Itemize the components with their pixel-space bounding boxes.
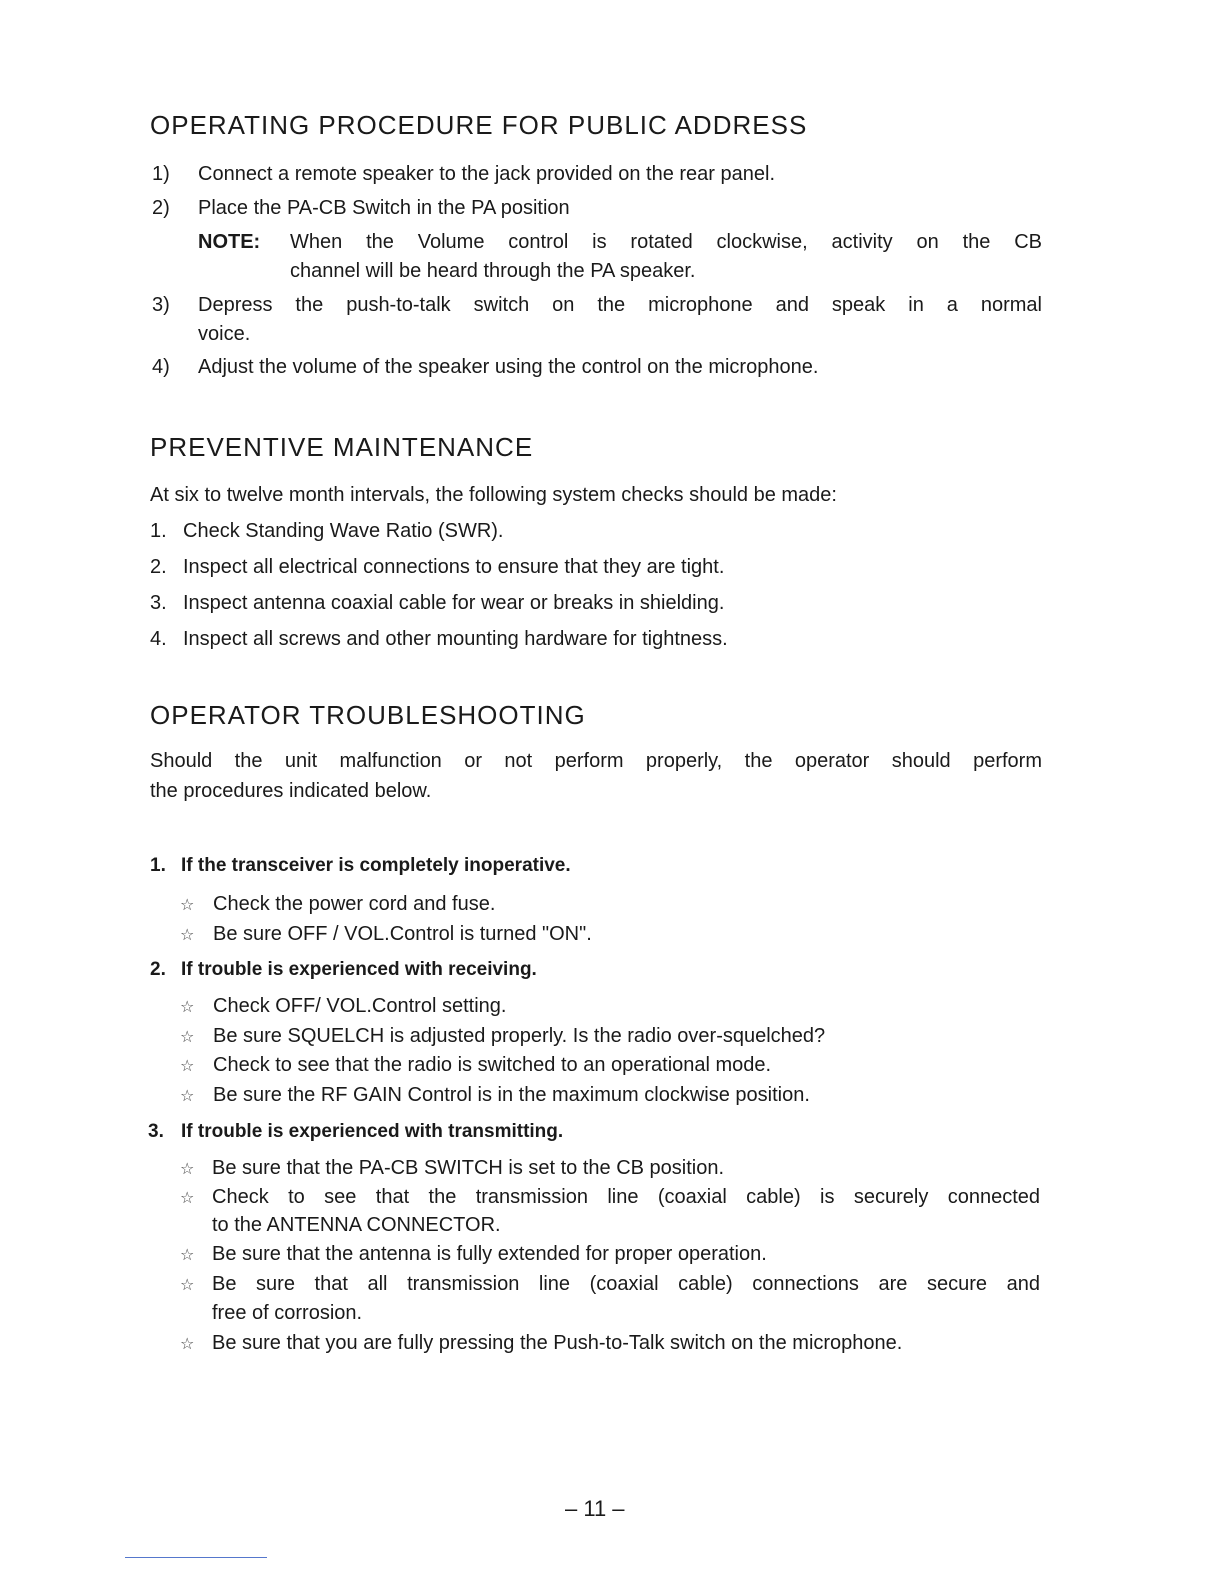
check-item: Be sure SQUELCH is adjusted properly. Is the radio over-squelched? bbox=[213, 1025, 826, 1047]
star-icon: ☆ bbox=[180, 927, 195, 944]
step-number: 3) bbox=[152, 294, 170, 316]
star-icon: ☆ bbox=[180, 897, 195, 914]
star-icon: ☆ bbox=[180, 1088, 195, 1105]
troubleshooting-intro: the procedures indicated below. bbox=[150, 780, 432, 802]
check-item: Be sure that the PA-CB SWITCH is set to the CB position. bbox=[212, 1157, 725, 1179]
section-title-troubleshooting: OPERATOR TROUBLESHOOTING bbox=[150, 700, 586, 730]
maintenance-item-number: 4. bbox=[150, 628, 167, 650]
maintenance-item: Check Standing Wave Ratio (SWR). bbox=[183, 520, 504, 542]
step-text: Depress the push-to-talk switch on the microphone and speak in a normal bbox=[198, 294, 1042, 316]
check-item: to the ANTENNA CONNECTOR. bbox=[212, 1214, 501, 1236]
group-heading: If the transceiver is completely inoperative. bbox=[181, 855, 571, 876]
section-title-public-address: OPERATING PROCEDURE FOR PUBLIC ADDRESS bbox=[150, 110, 808, 140]
star-icon: ☆ bbox=[180, 1277, 195, 1294]
check-item: Be sure that you are fully pressing the Push-to-Talk switch on the microphone. bbox=[212, 1332, 903, 1354]
group-number: 3. bbox=[148, 1121, 164, 1142]
step-text: voice. bbox=[198, 323, 251, 345]
note-text: When the Volume control is rotated clockwise, activity on the CB bbox=[290, 231, 1042, 253]
star-icon: ☆ bbox=[180, 1058, 195, 1075]
star-icon: ☆ bbox=[180, 999, 195, 1016]
step-text: Place the PA-CB Switch in the PA position bbox=[198, 197, 570, 219]
check-item: Be sure that all transmission line (coaxial cable) connections are secure and bbox=[212, 1273, 1040, 1295]
group-number: 1. bbox=[150, 855, 166, 876]
star-icon: ☆ bbox=[180, 1336, 195, 1353]
group-heading: If trouble is experienced with receiving. bbox=[181, 959, 537, 980]
maintenance-item: Inspect all screws and other mounting hardware for tightness. bbox=[183, 628, 728, 650]
note-text: channel will be heard through the PA speaker. bbox=[290, 260, 696, 282]
scan-edge-line bbox=[125, 1557, 267, 1558]
check-item: Check to see that the radio is switched to an operational mode. bbox=[213, 1054, 772, 1076]
star-icon: ☆ bbox=[180, 1161, 195, 1178]
star-icon: ☆ bbox=[180, 1029, 195, 1046]
maintenance-item: Inspect all electrical connections to ensure that they are tight. bbox=[183, 556, 725, 578]
check-item: Check the power cord and fuse. bbox=[213, 893, 496, 915]
check-item: Be sure that the antenna is fully extended for proper operation. bbox=[212, 1243, 767, 1265]
maintenance-item-number: 1. bbox=[150, 520, 167, 542]
troubleshooting-intro: Should the unit malfunction or not perform properly, the operator should perform bbox=[150, 750, 1042, 772]
group-number: 2. bbox=[150, 959, 166, 980]
step-text: Connect a remote speaker to the jack provided on the rear panel. bbox=[198, 163, 776, 185]
group-heading: If trouble is experienced with transmitting. bbox=[181, 1121, 564, 1142]
step-number: 4) bbox=[152, 356, 170, 378]
check-item: Be sure the RF GAIN Control is in the maximum clockwise position. bbox=[213, 1084, 810, 1106]
star-icon: ☆ bbox=[180, 1247, 195, 1264]
step-number: 1) bbox=[152, 163, 170, 185]
section-title-maintenance: PREVENTIVE MAINTENANCE bbox=[150, 432, 534, 462]
note-label: NOTE: bbox=[198, 231, 261, 253]
check-item: free of corrosion. bbox=[212, 1302, 363, 1324]
maintenance-item: Inspect antenna coaxial cable for wear or breaks in shielding. bbox=[183, 592, 725, 614]
check-item: Be sure OFF / VOL.Control is turned "ON". bbox=[213, 923, 592, 945]
step-text: Adjust the volume of the speaker using the control on the microphone. bbox=[198, 356, 819, 378]
maintenance-intro: At six to twelve month intervals, the following system checks should be made: bbox=[150, 484, 837, 506]
maintenance-item-number: 2. bbox=[150, 556, 167, 578]
page-number: – 11 – bbox=[565, 1496, 625, 1521]
maintenance-item-number: 3. bbox=[150, 592, 167, 614]
step-number: 2) bbox=[152, 197, 170, 219]
check-item: Check OFF/ VOL.Control setting. bbox=[213, 995, 507, 1017]
check-item: Check to see that the transmission line (coaxial cable) is securely connected bbox=[212, 1186, 1040, 1208]
star-icon: ☆ bbox=[180, 1190, 195, 1207]
